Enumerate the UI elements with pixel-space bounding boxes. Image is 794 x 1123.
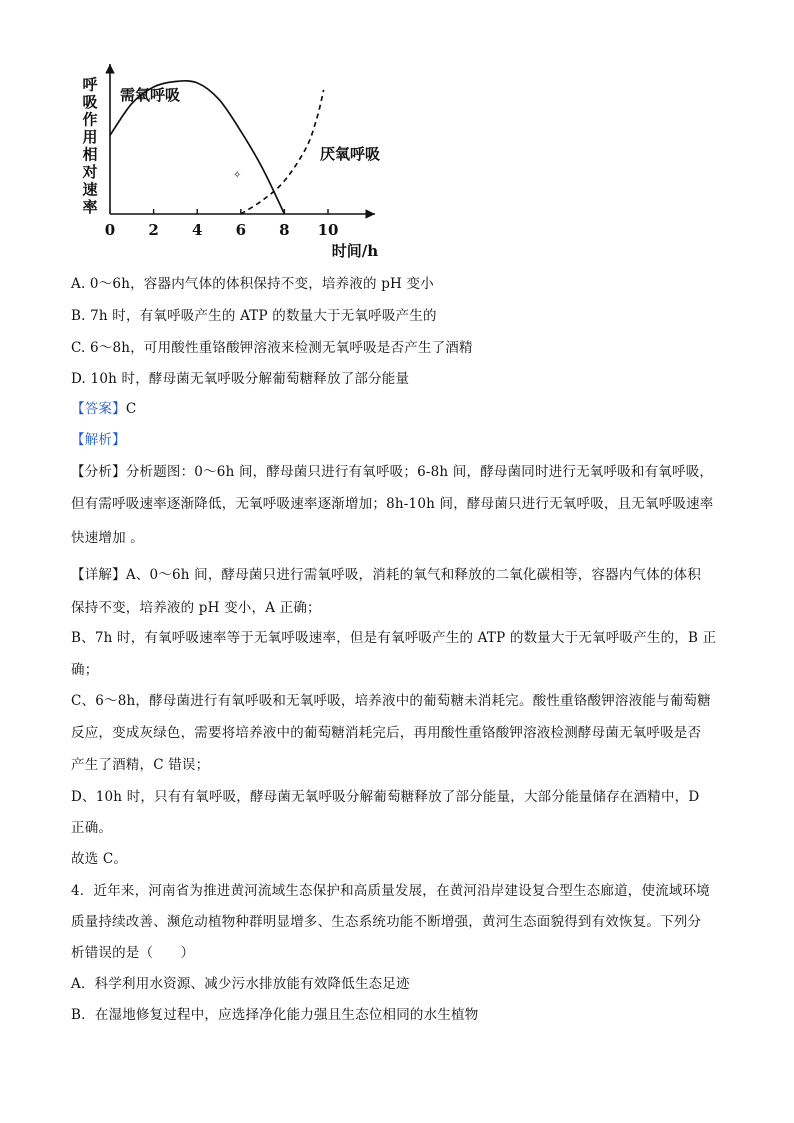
chart-svg — [70, 58, 410, 268]
detail-line-2: 保持不变，培养液的 pH 变小，A 正确； — [71, 600, 321, 616]
analysis-tag: 【分析】 — [71, 464, 126, 480]
x-tick-label: 10 — [317, 221, 339, 239]
detail-line-1 — [71, 565, 701, 585]
detail-tag: 【详解】 — [71, 567, 126, 583]
analysis-heading — [71, 430, 126, 450]
option-a: A. 0～6h，容器内气体的体积保持不变，培养液的 pH 变小 — [71, 276, 434, 292]
detail-line-9: 正确。 — [71, 820, 113, 836]
x-tick-label: 0 — [104, 221, 116, 239]
detail-line-7: 产生了酒精，C 错误； — [71, 757, 210, 773]
detail-line-3: B、7h 时，有氧呼吸速率等于无氧呼吸速率，但是有氧呼吸产生的 ATP 的数量大于无氧呼吸产生的，B 正 — [71, 630, 717, 646]
x-tick-label: 4 — [191, 221, 203, 239]
analysis-line-3: 快速增加 。 — [71, 530, 144, 546]
answer-value: C — [125, 401, 137, 417]
option-b: B. 7h 时，有氧呼吸产生的 ATP 的数量大于无氧呼吸产生的 — [71, 308, 437, 324]
q4-option-b: B．在湿地修复过程中，应选择净化能力强且生态位相同的水生植物 — [71, 1007, 479, 1023]
x-axis-label: 时间/h — [331, 242, 379, 260]
respiration-rate-chart — [70, 58, 410, 268]
answer-tag: 【答案】 — [71, 401, 126, 417]
x-tick-label: 6 — [235, 221, 247, 239]
analysis-heading-tag: 【解析】 — [71, 432, 126, 448]
answer-line — [71, 399, 136, 419]
detail-text-1: A、0～6h 间，酵母菌只进行需氧呼吸，消耗的氧气和释放的二氧化碳相等，容器内气体的体积 — [125, 567, 702, 583]
analysis-line-1 — [71, 462, 713, 482]
center-mark: ✧ — [233, 170, 242, 181]
detail-line-4: 确； — [71, 662, 99, 678]
detail-line-6: 反应，变成灰绿色，需要将培养液中的葡萄糖消耗完后，再用酸性重铬酸钾溶液检测酵母菌无氧呼吸是否 — [71, 725, 702, 741]
conclusion: 故选 C。 — [71, 851, 128, 867]
detail-line-8: D、10h 时，只有有氧呼吸，酵母菌无氧呼吸分解葡萄糖释放了部分能量，大部分能量储存在酒精中，D — [71, 789, 700, 805]
q4-line-3: 析错误的是（ ） — [71, 945, 195, 961]
option-d: D. 10h 时，酵母菌无氧呼吸分解葡萄糖释放了部分能量 — [71, 371, 410, 387]
x-tick-label: 8 — [279, 221, 290, 239]
analysis-text-1: 分析题图：0～6h 间，酵母菌只进行有氧呼吸；6-8h 间，酵母菌同时进行无氧呼吸和有氧呼吸， — [125, 464, 714, 480]
analysis-line-2: 但有需呼吸速率逐渐降低，无氧呼吸速率逐渐增加；8h-10h 间，酵母菌只进行无氧呼吸，且无氧呼吸速率 — [71, 496, 714, 512]
q4-line-1: 4．近年来，河南省为推进黄河流域生态保护和高质量发展，在黄河沿岸建设复合型生态廊道，使流域环境 — [71, 883, 710, 899]
detail-line-5: C、6～8h，酵母菌进行有氧呼吸和无氧呼吸，培养液中的葡萄糖未消耗完。酸性重铬酸钾溶液能与葡萄糖 — [71, 693, 711, 709]
y-axis-label: 呼吸作用相对速率 — [82, 75, 98, 216]
q4-option-a: A．科学利用水资源、减少污水排放能有效降低生态足迹 — [71, 976, 410, 992]
option-c: C. 6～8h，可用酸性重铬酸钾溶液来检测无氧呼吸是否产生了酒精 — [71, 340, 473, 356]
series-label-anaerobic: 厌氧呼吸 — [320, 145, 381, 163]
series-label-aerobic: 需氧呼吸 — [120, 86, 181, 104]
q4-line-2: 质量持续改善、濒危动植物种群明显增多、生态系统功能不断增强，黄河生态面貌得到有效恢复。下列分 — [71, 914, 702, 930]
x-tick-label: 2 — [148, 221, 159, 239]
